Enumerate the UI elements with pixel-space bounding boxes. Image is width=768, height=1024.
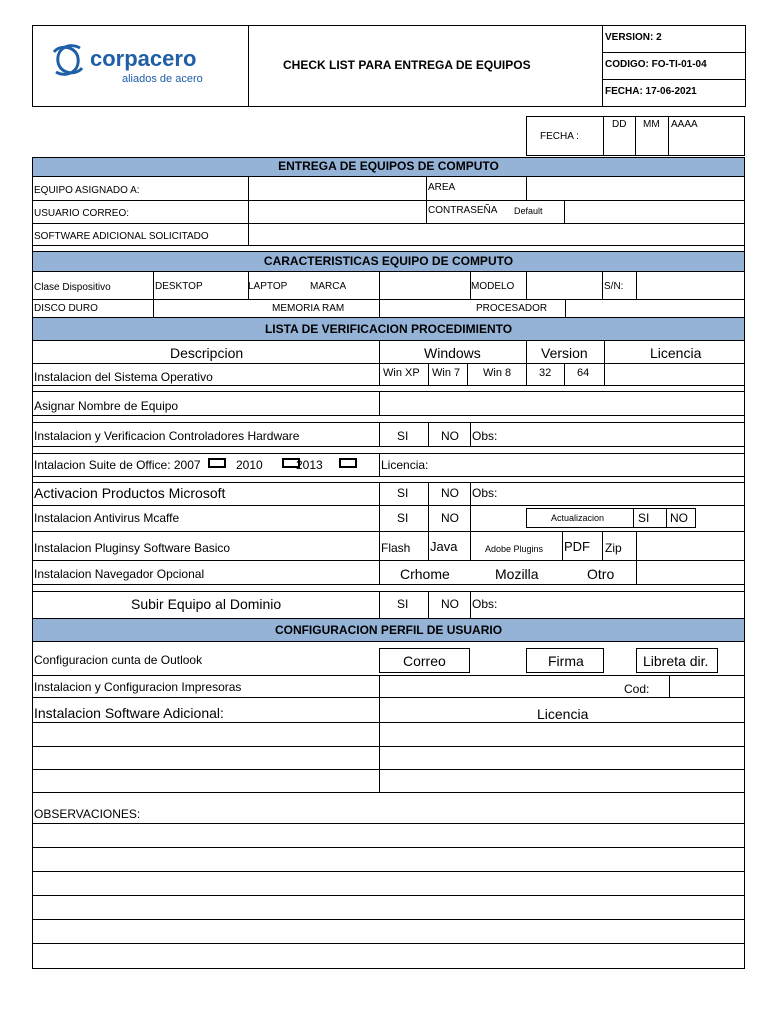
contrasena-field[interactable] bbox=[565, 201, 744, 222]
doc-version: VERSION: 2 bbox=[605, 32, 662, 43]
col-descripcion: Descripcion bbox=[170, 345, 244, 361]
zip-option[interactable]: Zip bbox=[605, 541, 622, 555]
dominio-no[interactable]: NO bbox=[441, 597, 459, 611]
impresoras-label: Instalacion y Configuracion Impresoras bbox=[34, 680, 242, 694]
software-label: Instalacion Software Adicional: bbox=[34, 705, 224, 721]
dominio-si[interactable]: SI bbox=[397, 597, 409, 611]
activacion-si[interactable]: SI bbox=[397, 486, 409, 500]
activacion-obs[interactable]: Obs: bbox=[472, 486, 498, 500]
software-licencia: Licencia bbox=[537, 706, 589, 722]
modelo-field[interactable] bbox=[527, 273, 601, 298]
equipo-asignado-field[interactable] bbox=[249, 178, 425, 199]
col-windows: Windows bbox=[424, 345, 481, 361]
dominio-label: Subir Equipo al Dominio bbox=[131, 596, 282, 612]
software-row-3-name[interactable] bbox=[33, 770, 378, 791]
marca-field[interactable] bbox=[380, 273, 469, 298]
outlook-correo: Correo bbox=[403, 653, 446, 669]
navegador-label: Instalacion Navegador Opcional bbox=[34, 567, 205, 581]
chrome-option[interactable]: Crhome bbox=[400, 566, 450, 582]
header-divider-right bbox=[602, 25, 603, 107]
corpacero-logo-icon bbox=[50, 42, 86, 78]
memoria-ram-label: MEMORIA RAM bbox=[272, 303, 345, 314]
header-meta-line-2 bbox=[602, 79, 746, 80]
office-2010-label: 2010 bbox=[236, 458, 263, 472]
software-adicional-label: SOFTWARE ADICIONAL SOLICITADO bbox=[34, 231, 209, 242]
date-dd-label: DD bbox=[612, 119, 627, 130]
office-2013-checkbox[interactable] bbox=[339, 458, 357, 468]
sn-field[interactable] bbox=[637, 273, 744, 298]
nombre-equipo-label: Asignar Nombre de Equipo bbox=[34, 399, 179, 413]
actualizacion-no[interactable]: NO bbox=[670, 511, 688, 525]
col-licencia: Licencia bbox=[650, 345, 702, 361]
marca-label: MARCA bbox=[310, 281, 347, 292]
v32-option[interactable]: 32 bbox=[539, 367, 552, 379]
controladores-obs[interactable]: Obs: bbox=[472, 429, 498, 443]
office-licencia-label: Licencia: bbox=[381, 458, 429, 472]
otro-option[interactable]: Otro bbox=[587, 566, 615, 582]
equipo-asignado-label: EQUIPO ASIGNADO A: bbox=[34, 185, 140, 196]
impresoras-field[interactable] bbox=[380, 676, 600, 696]
col-version: Version bbox=[541, 345, 588, 361]
disco-duro-label: DISCO DURO bbox=[34, 303, 98, 314]
section-caracteristicas-header: CARACTERISTICAS EQUIPO DE COMPUTO bbox=[32, 251, 745, 272]
software-adicional-field[interactable] bbox=[249, 224, 744, 244]
activacion-no[interactable]: NO bbox=[441, 486, 459, 500]
logo-tagline: aliados de acero bbox=[122, 73, 203, 85]
date-mm-label: MM bbox=[643, 119, 660, 130]
v64-option[interactable]: 64 bbox=[577, 367, 590, 379]
actualizacion-si[interactable]: SI bbox=[638, 511, 650, 525]
document-title: CHECK LIST PARA ENTREGA DE EQUIPOS bbox=[283, 58, 531, 72]
header-meta-line-1 bbox=[602, 52, 746, 53]
so-label: Instalacion del Sistema Operativo bbox=[34, 370, 213, 384]
procesador-label: PROCESADOR bbox=[476, 303, 548, 314]
contrasena-label: CONTRASEÑA bbox=[428, 205, 498, 216]
outlook-firma: Firma bbox=[548, 653, 584, 669]
office-2007-checkbox[interactable] bbox=[208, 458, 226, 468]
antivirus-label: Instalacion Antivirus Mcaffe bbox=[34, 511, 180, 525]
disco-duro-field[interactable] bbox=[154, 300, 248, 317]
antivirus-no[interactable]: NO bbox=[441, 511, 459, 525]
win8-option[interactable]: Win 8 bbox=[483, 367, 512, 379]
observaciones-label: OBSERVACIONES: bbox=[34, 807, 141, 821]
modelo-label: MODELO bbox=[471, 281, 515, 292]
adobe-plugins-option[interactable]: Adobe Plugins bbox=[485, 544, 544, 554]
software-row-2-licencia[interactable] bbox=[380, 747, 744, 768]
software-row-1-licencia[interactable] bbox=[380, 723, 744, 745]
company-logo bbox=[50, 40, 240, 88]
area-label: AREA bbox=[428, 182, 456, 193]
clase-dispositivo-label: Clase Dispositivo bbox=[34, 282, 111, 293]
impresoras-cod: Cod: bbox=[624, 682, 650, 696]
contrasena-default: Default bbox=[514, 206, 543, 216]
memoria-ram-field[interactable] bbox=[380, 300, 470, 317]
desktop-option[interactable]: DESKTOP bbox=[155, 281, 203, 292]
outlook-libreta: Libreta dir. bbox=[643, 653, 709, 669]
win7-option[interactable]: Win 7 bbox=[432, 367, 461, 379]
laptop-option[interactable]: LAPTOP bbox=[248, 281, 288, 292]
header-divider-left bbox=[248, 25, 249, 107]
usuario-correo-label: USUARIO CORREO: bbox=[34, 208, 130, 219]
area-field[interactable] bbox=[527, 178, 744, 199]
controladores-label: Instalacion y Verificacion Controladores Hardware bbox=[34, 429, 300, 443]
impresoras-cod-field[interactable] bbox=[670, 676, 744, 696]
sn-label: S/N: bbox=[604, 281, 624, 292]
controladores-no[interactable]: NO bbox=[441, 429, 459, 443]
actualizacion-label: Actualizacion bbox=[551, 513, 605, 523]
activacion-label: Activacion Productos Microsoft bbox=[34, 485, 226, 501]
section-lista-header: LISTA DE VERIFICACION PROCEDIMIENTO bbox=[32, 317, 745, 341]
software-row-3-licencia[interactable] bbox=[380, 770, 744, 791]
logo-name: corpacero bbox=[90, 46, 197, 71]
software-row-2-name[interactable] bbox=[33, 747, 378, 768]
java-option[interactable]: Java bbox=[430, 539, 458, 554]
flash-option[interactable]: Flash bbox=[381, 541, 411, 555]
controladores-si[interactable]: SI bbox=[397, 429, 409, 443]
nombre-equipo-field[interactable] bbox=[380, 392, 744, 414]
office-label: Intalacion Suite de Office: 2007 bbox=[34, 458, 201, 472]
section-entrega-header: ENTREGA DE EQUIPOS DE COMPUTO bbox=[32, 157, 745, 177]
procesador-field[interactable] bbox=[566, 300, 744, 317]
outlook-label: Configuracion cunta de Outlook bbox=[34, 653, 203, 667]
date-label: FECHA : bbox=[540, 131, 579, 142]
antivirus-si[interactable]: SI bbox=[397, 511, 409, 525]
software-row-1-name[interactable] bbox=[33, 723, 378, 745]
dominio-obs[interactable]: Obs: bbox=[472, 597, 498, 611]
mozilla-option[interactable]: Mozilla bbox=[495, 566, 539, 582]
winxp-option[interactable]: Win XP bbox=[383, 367, 420, 379]
observaciones-field[interactable] bbox=[33, 824, 744, 968]
section-perfil-header: CONFIGURACION PERFIL DE USUARIO bbox=[32, 618, 745, 642]
pdf-option[interactable]: PDF bbox=[564, 539, 590, 554]
date-aaaa-label: AAAA bbox=[671, 119, 698, 130]
doc-date: FECHA: 17-06-2021 bbox=[605, 86, 697, 97]
plugins-label: Instalacion Pluginsy Software Basico bbox=[34, 541, 231, 555]
usuario-correo-field[interactable] bbox=[249, 201, 425, 222]
doc-code: CODIGO: FO-TI-01-04 bbox=[605, 59, 707, 70]
office-2013-label: 2013 bbox=[296, 458, 323, 472]
